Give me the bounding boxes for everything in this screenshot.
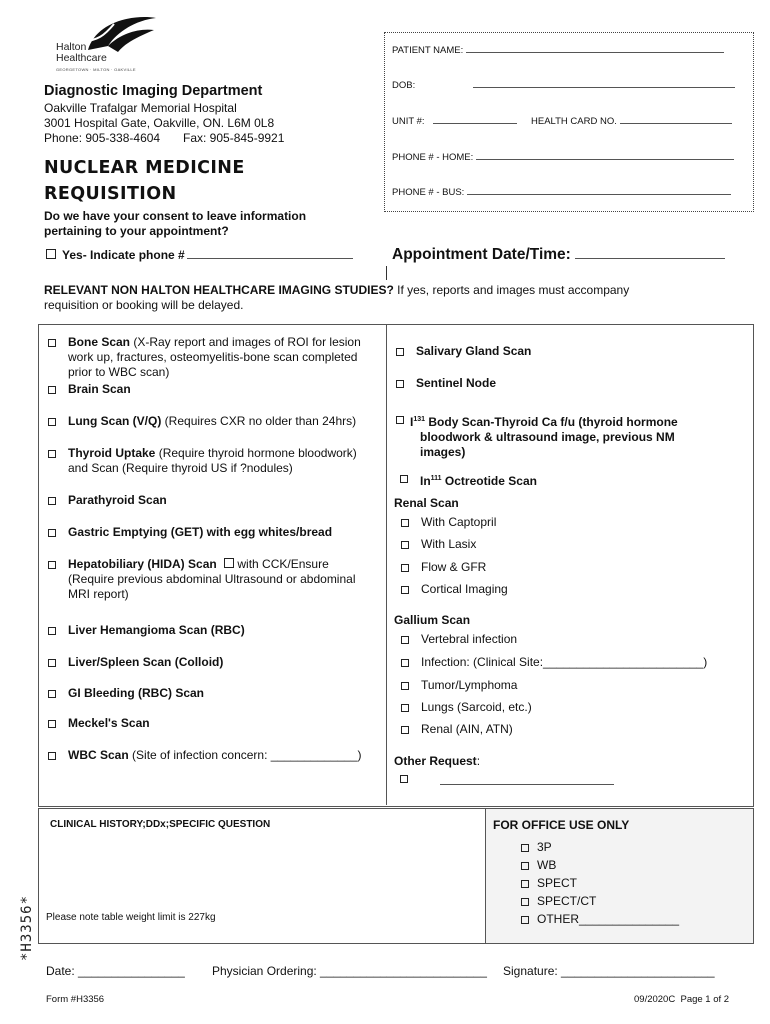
wbc-scan-option[interactable] — [68, 748, 362, 763]
gallium-lungs-checkbox[interactable] — [401, 704, 409, 712]
unit-label: UNIT #: — [392, 116, 425, 127]
gallium-infection-checkbox[interactable] — [401, 659, 409, 667]
bone-scan-note: (X-Ray report and images of ROI for lesion — [130, 335, 361, 349]
lung-scan-option[interactable] — [68, 414, 356, 429]
liver-spleen-title: Liver/Spleen Scan (Colloid) — [68, 655, 224, 669]
thyroid-uptake-note-line2: and Scan (Require thyroid US if ?nodules) — [68, 461, 293, 475]
i131-line2: bloodwork & ultrasound image, previous NM — [420, 430, 675, 444]
gallium-lungs-option[interactable] — [421, 700, 532, 715]
logo-line2: Healthcare — [56, 52, 107, 64]
other-request-heading — [394, 754, 480, 768]
office-spect-ct-label: SPECT/CT — [537, 894, 597, 908]
page-number: Page 1 of 2 — [680, 994, 730, 1005]
logo-tagline: GEORGETOWN · MILTON · OAKVILLE — [56, 67, 136, 72]
gallium-lungs-label: Lungs (Sarcoid, etc.) — [421, 700, 532, 714]
gallium-tumor-label: Tumor/Lymphoma — [421, 678, 518, 692]
lung-scan-checkbox[interactable] — [48, 418, 56, 426]
renal-flow-gfr-option[interactable] — [421, 560, 486, 575]
salivary-gland-title: Salivary Gland Scan — [416, 344, 532, 358]
hida-scan-note: with CCK/Ensure — [234, 557, 329, 571]
office-3p-option[interactable] — [537, 840, 552, 855]
other-request-label: Other Request — [394, 754, 477, 768]
gallium-infection-option[interactable] — [421, 655, 707, 670]
parathyroid-scan-title: Parathyroid Scan — [68, 493, 167, 507]
renal-flow-gfr-checkbox[interactable] — [401, 564, 409, 572]
unit-field[interactable] — [392, 113, 517, 127]
gallium-renal-option[interactable] — [421, 722, 513, 737]
relevant-studies-note: If yes, reports and images must accompany — [393, 283, 630, 297]
liver-hemangioma-checkbox[interactable] — [48, 627, 56, 635]
office-other-label: OTHER_______________ — [537, 912, 680, 926]
brain-scan-option[interactable] — [68, 382, 131, 397]
gi-bleeding-checkbox[interactable] — [48, 690, 56, 698]
relevant-studies-line1 — [44, 283, 629, 297]
office-wb-label: WB — [537, 858, 557, 872]
hospital-fax: Fax: 905-845-9921 — [183, 131, 285, 145]
column-divider — [386, 324, 387, 805]
i131-isotope: 131 — [413, 416, 426, 423]
gallium-vertebral-label: Vertebral infection — [421, 632, 518, 646]
gallium-tumor-option[interactable] — [421, 678, 517, 693]
consent-yes-label: Yes- Indicate phone # — [62, 248, 185, 262]
office-spect-ct-option[interactable] — [537, 894, 596, 909]
department-title: Diagnostic Imaging Department — [44, 83, 263, 99]
thyroid-uptake-option[interactable] — [68, 446, 357, 476]
meckels-scan-option[interactable] — [68, 716, 150, 731]
consent-question-line1: Do we have your consent to leave information — [44, 209, 307, 223]
hospital-name: Oakville Trafalgar Memorial Hospital — [44, 101, 237, 115]
i131-body-scan-checkbox[interactable] — [396, 416, 404, 424]
phone-home-field[interactable] — [392, 149, 734, 163]
gallium-renal-label: Renal (AIN, ATN) — [421, 722, 513, 736]
octreotide-title: Octreotide Scan — [441, 474, 537, 488]
salivary-gland-option[interactable] — [416, 344, 531, 359]
renal-lasix-option[interactable] — [421, 537, 476, 552]
appointment-field[interactable] — [392, 245, 725, 264]
sentinel-node-checkbox[interactable] — [396, 380, 404, 388]
lung-scan-title: Lung Scan (V/Q) — [68, 414, 162, 428]
office-other-checkbox[interactable] — [521, 916, 529, 924]
office-spect-label: SPECT — [537, 876, 578, 890]
gallium-tumor-checkbox[interactable] — [401, 682, 409, 690]
signature-field[interactable]: Signature: _______________________ — [503, 964, 715, 978]
office-wb-checkbox[interactable] — [521, 862, 529, 870]
form-title-line2: REQUISITION — [44, 184, 177, 204]
form-barcode-text: *H3356* — [19, 894, 35, 961]
hida-scan-title: Hepatobiliary (HIDA) Scan — [68, 557, 217, 571]
phone-bus-field[interactable] — [392, 184, 731, 198]
bone-scan-title: Bone Scan — [68, 335, 131, 349]
renal-lasix-label: With Lasix — [421, 537, 477, 551]
liver-spleen-checkbox[interactable] — [48, 659, 56, 667]
consent-yes-option[interactable] — [46, 248, 353, 262]
hida-scan-note-line2: (Require previous abdominal Ultrasound or abdominal — [68, 572, 356, 586]
gallium-renal-checkbox[interactable] — [401, 726, 409, 734]
relevant-studies-line2: requisition or booking will be delayed. — [44, 298, 244, 312]
other-request-input[interactable] — [440, 773, 614, 785]
dob-field[interactable] — [392, 77, 735, 91]
meckels-scan-title: Meckel's Scan — [68, 716, 150, 730]
i131-prefix: I — [410, 415, 414, 429]
divider — [386, 266, 387, 280]
gallium-scan-heading: Gallium Scan — [394, 613, 471, 627]
halton-healthcare-logo — [52, 12, 162, 74]
phone-bus-label: PHONE # - BUS: — [392, 187, 465, 198]
parathyroid-scan-option[interactable] — [68, 493, 167, 508]
consent-question-line2: pertaining to your appointment? — [44, 224, 229, 238]
thyroid-uptake-title: Thyroid Uptake — [68, 446, 156, 460]
office-3p-label: 3P — [537, 840, 552, 854]
brain-scan-checkbox[interactable] — [48, 386, 56, 394]
logo-leaf-icon — [78, 12, 158, 54]
gallium-infection-label: Infection: (Clinical Site:________________________) — [421, 655, 708, 669]
gallium-vertebral-checkbox[interactable] — [401, 636, 409, 644]
meckels-scan-checkbox[interactable] — [48, 720, 56, 728]
other-request-checkbox[interactable] — [400, 775, 408, 783]
wbc-scan-note: (Site of infection concern: _____________) — [128, 748, 362, 762]
weight-limit-note: Please note table weight limit is 227kg — [46, 912, 216, 923]
gastric-emptying-option[interactable] — [68, 525, 332, 540]
form-version-date: 09/2020C — [634, 994, 676, 1005]
lung-scan-note: (Requires CXR no older than 24hrs) — [161, 414, 357, 428]
salivary-gland-checkbox[interactable] — [396, 348, 404, 356]
hida-scan-option[interactable] — [68, 557, 356, 602]
gallium-vertebral-option[interactable] — [421, 632, 517, 647]
renal-cortical-label: Cortical Imaging — [421, 582, 508, 596]
logo-line1: Halton — [56, 41, 87, 53]
renal-captopril-option[interactable] — [421, 515, 496, 530]
liver-hemangioma-title: Liver Hemangioma Scan (RBC) — [68, 623, 245, 637]
hida-scan-checkbox[interactable] — [48, 561, 56, 569]
office-3p-checkbox[interactable] — [521, 844, 529, 852]
octreotide-checkbox[interactable] — [400, 475, 408, 483]
form-version — [634, 994, 729, 1005]
form-title-line1: NUCLEAR MEDICINE — [44, 158, 245, 178]
health-card-field[interactable] — [531, 113, 732, 127]
bone-scan-checkbox[interactable] — [48, 339, 56, 347]
gi-bleeding-option[interactable] — [68, 686, 204, 701]
office-wb-option[interactable] — [537, 858, 556, 873]
patient-name-label: PATIENT NAME: — [392, 45, 464, 56]
thyroid-uptake-note: (Require thyroid hormone bloodwork) — [155, 446, 357, 460]
appointment-label: Appointment Date/Time: — [392, 246, 571, 263]
brain-scan-title: Brain Scan — [68, 382, 131, 396]
office-spect-checkbox[interactable] — [521, 880, 529, 888]
renal-scan-heading: Renal Scan — [394, 496, 459, 510]
wbc-scan-title: WBC Scan — [68, 748, 129, 762]
gi-bleeding-title: GI Bleeding (RBC) Scan — [68, 686, 205, 700]
i131-body-scan-option[interactable] — [410, 412, 678, 460]
other-request-colon: : — [476, 754, 481, 768]
liver-hemangioma-option[interactable] — [68, 623, 245, 638]
renal-captopril-checkbox[interactable] — [401, 519, 409, 527]
renal-lasix-checkbox[interactable] — [401, 541, 409, 549]
office-spect-option[interactable] — [537, 876, 577, 891]
sentinel-node-title: Sentinel Node — [416, 376, 497, 390]
liver-spleen-option[interactable] — [68, 655, 223, 670]
sentinel-node-option[interactable] — [416, 376, 496, 391]
patient-name-field[interactable] — [392, 42, 724, 56]
relevant-studies-heading: RELEVANT NON HALTON HEALTHCARE IMAGING STUDIES? — [44, 283, 394, 297]
cck-ensure-checkbox[interactable] — [224, 558, 234, 568]
renal-cortical-checkbox[interactable] — [401, 586, 409, 594]
renal-cortical-option[interactable] — [421, 582, 508, 597]
physician-ordering-field[interactable]: Physician Ordering: _________________________ — [212, 964, 487, 978]
office-use-heading: FOR OFFICE USE ONLY — [493, 818, 630, 832]
gastric-emptying-title: Gastric Emptying (GET) with egg whites/bread — [68, 525, 333, 539]
phone-home-label: PHONE # - HOME: — [392, 152, 474, 163]
wbc-scan-checkbox[interactable] — [48, 752, 56, 760]
bone-scan-option[interactable] — [68, 335, 380, 380]
hospital-address: 3001 Hospital Gate, Oakville, ON. L6M 0L8 — [44, 116, 275, 130]
i131-line3: images) — [420, 445, 466, 459]
office-spect-ct-checkbox[interactable] — [521, 898, 529, 906]
clinical-history-heading: CLINICAL HISTORY;DDx;SPECIFIC QUESTION — [50, 819, 271, 830]
renal-flow-gfr-label: Flow & GFR — [421, 560, 487, 574]
office-other-option[interactable] — [537, 912, 679, 927]
gastric-emptying-checkbox[interactable] — [48, 529, 56, 537]
octreotide-isotope: 111 — [430, 475, 442, 482]
health-card-label: HEALTH CARD NO. — [531, 116, 617, 127]
bone-scan-note-line3: prior to WBC scan) — [68, 365, 170, 379]
parathyroid-scan-checkbox[interactable] — [48, 497, 56, 505]
dob-label: DOB: — [392, 80, 416, 91]
form-number: Form #H3356 — [46, 994, 105, 1005]
hida-scan-note-line3: MRI report) — [68, 587, 129, 601]
renal-captopril-label: With Captopril — [421, 515, 497, 529]
thyroid-uptake-checkbox[interactable] — [48, 450, 56, 458]
patient-info-box — [384, 32, 754, 212]
bone-scan-note-line2: work up, fractures, osteomyelitis-bone scan completed — [68, 350, 358, 364]
date-field[interactable]: Date: ________________ — [46, 964, 185, 978]
octreotide-option[interactable] — [420, 471, 537, 489]
consent-yes-checkbox[interactable] — [46, 249, 56, 259]
octreotide-prefix: In — [420, 474, 431, 488]
i131-title: Body Scan-Thyroid Ca f/u (thyroid hormone — [425, 415, 678, 429]
hospital-phone: Phone: 905-338-4604 — [44, 131, 161, 145]
